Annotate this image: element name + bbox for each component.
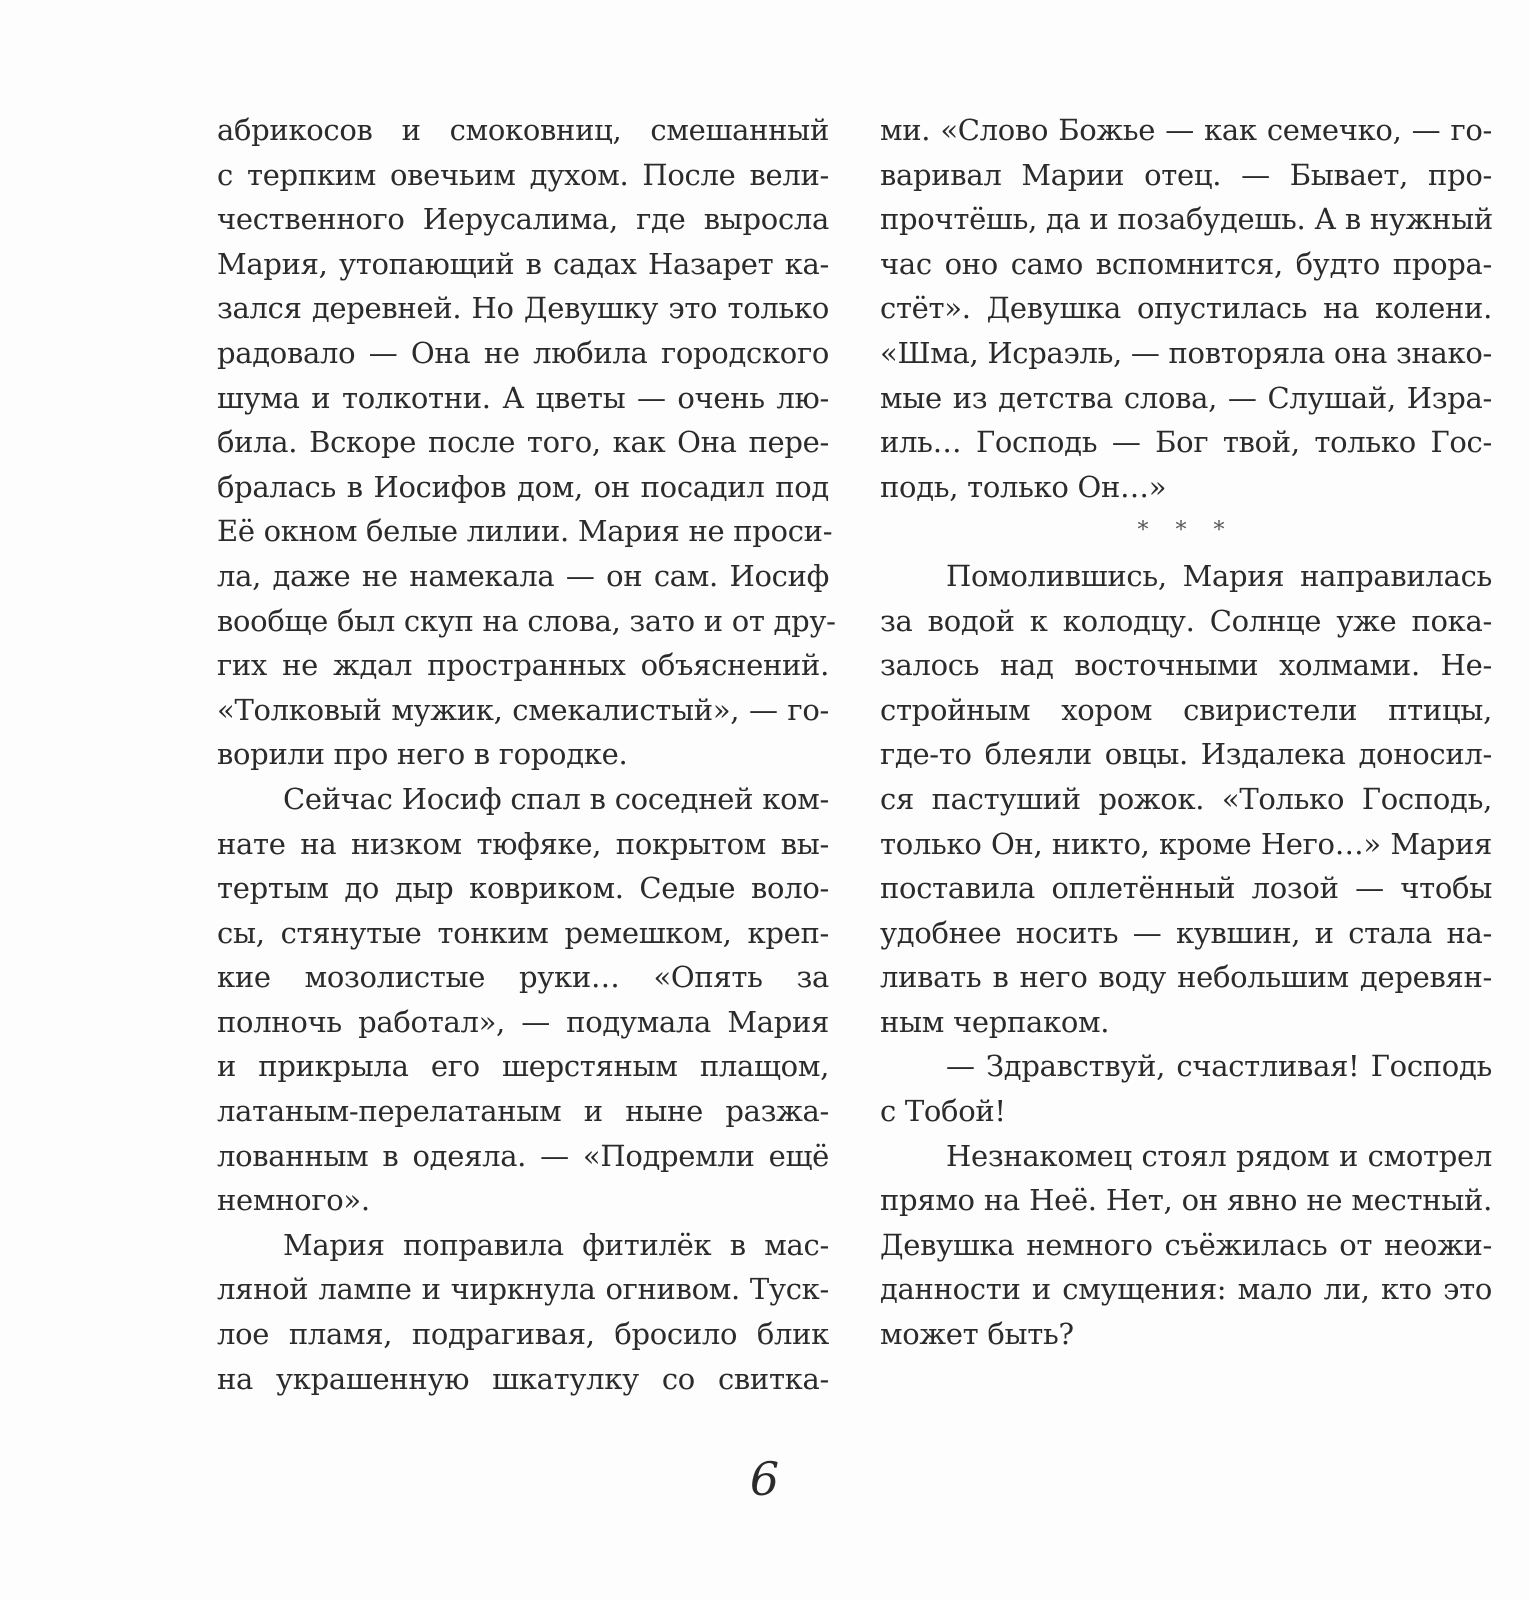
text-line: кие мозолистые руки… «Опять за xyxy=(217,960,829,995)
text-line: гих не ждал пространных объяснений. xyxy=(217,648,829,683)
text-line: где-то блеяли овцы. Издалека доносил- xyxy=(880,737,1492,772)
text-line: ся пастуший рожок. «Только Господь, xyxy=(880,781,1492,816)
text-line: — Здравствуй, счастливая! Господь xyxy=(946,1049,1492,1084)
text-line: ла, даже не намекала — он сам. Иосиф xyxy=(217,558,829,593)
text-line: абрикосов и смоковниц, смешанный xyxy=(217,113,829,147)
text-line: Девушка немного съёжилась от неожи- xyxy=(880,1227,1492,1262)
text-line: и прикрыла его шерстяным плащом, xyxy=(217,1049,829,1084)
text-line: подь, только Он…» xyxy=(880,469,1167,504)
text-line: ным черпаком. xyxy=(880,1004,1110,1039)
text-line: шума и толкотни. А цветы — очень лю- xyxy=(217,380,829,415)
text-line: залось над восточными холмами. Не- xyxy=(880,648,1492,683)
text-line: вообще был скуп на слова, зато и от дру- xyxy=(217,603,836,638)
text-line: Мария, утопающий в садах Назарет ка- xyxy=(217,246,829,281)
text-line: зался деревней. Но Девушку это только xyxy=(217,291,829,326)
text-line: поставила оплетённый лозой — чтобы xyxy=(880,871,1492,906)
text-line: лованным в одеяла. — «Подремли ещё xyxy=(217,1138,829,1173)
text-line: стёт». Девушка опустилась на колени. xyxy=(880,291,1492,326)
text-line: Сейчас Иосиф спал в соседней ком- xyxy=(283,781,829,816)
text-line: немного». xyxy=(217,1183,370,1218)
section-separator: * * * xyxy=(1137,518,1235,544)
text-line: Незнакомец стоял рядом и смотрел xyxy=(946,1138,1492,1173)
text-line: ми. «Слово Божье — как семечко, — го- xyxy=(880,113,1492,147)
text-line: Её окном белые лилии. Мария не проси- xyxy=(217,514,833,549)
text-line: иль… Господь — Бог твой, только Гос- xyxy=(880,425,1492,460)
text-line: мые из детства слова, — Слушай, Изра- xyxy=(880,380,1492,415)
text-line: только Он, никто, кроме Него…» Мария xyxy=(880,826,1492,861)
text-line: лое пламя, подрагивая, бросило блик xyxy=(217,1317,829,1352)
text-line: ливать в него воду небольшим деревян- xyxy=(880,960,1492,995)
text-line: Мария поправила фитилёк в мас- xyxy=(283,1227,829,1262)
text-line: нате на низком тюфяке, покрытом вы- xyxy=(217,826,829,861)
text-line: час оно само вспомнится, будто прора- xyxy=(880,246,1492,281)
text-line: била. Вскоре после того, как Она пере- xyxy=(217,425,829,460)
page-number: 6 xyxy=(749,1452,780,1506)
text-line: полночь работал», — подумала Мария xyxy=(217,1004,829,1039)
text-line: может быть? xyxy=(880,1317,1074,1352)
text-line: латаным-перелатаным и ныне разжа- xyxy=(217,1094,829,1129)
text-line: радовало — Она не любила городского xyxy=(217,335,829,370)
text-line: прочтёшь, да и позабудешь. А в нужный xyxy=(880,202,1493,237)
text-line: «Шма, Исраэль, — повторяла она знако- xyxy=(880,335,1493,370)
text-line: с терпким овечьим духом. После вели- xyxy=(217,157,829,192)
text-line: прямо на Неё. Нет, он явно не местный. xyxy=(880,1183,1492,1218)
text-line: бралась в Иосифов дом, он посадил под xyxy=(217,469,829,504)
text-line: на украшенную шкатулку со свитка- xyxy=(217,1361,829,1396)
text-line: за водой к колодцу. Солнце уже пока- xyxy=(880,603,1492,638)
text-line: сы, стянутые тонким ремешком, креп- xyxy=(217,915,829,950)
text-line: «Толковый мужик, смекалистый», — го- xyxy=(217,692,829,727)
text-line: ворили про него в городке. xyxy=(217,737,628,772)
text-line: тертым до дыр ковриком. Седые воло- xyxy=(217,871,829,906)
text-line: варивал Марии отец. — Бывает, про- xyxy=(880,157,1492,192)
text-line: с Тобой! xyxy=(880,1094,1006,1129)
left-text-column xyxy=(217,108,836,1401)
text-line: данности и смущения: мало ли, кто это xyxy=(880,1272,1492,1307)
text-line: Помолившись, Мария направилась xyxy=(946,558,1492,593)
right-text-column xyxy=(880,108,1492,1357)
text-line: стройным хором свиристели птицы, xyxy=(880,692,1492,727)
text-line: удобнее носить — кувшин, и стала на- xyxy=(880,915,1492,950)
text-line: ляной лампе и чиркнула огнивом. Туск- xyxy=(217,1272,829,1307)
text-line: чественного Иерусалима, где выросла xyxy=(217,202,829,237)
